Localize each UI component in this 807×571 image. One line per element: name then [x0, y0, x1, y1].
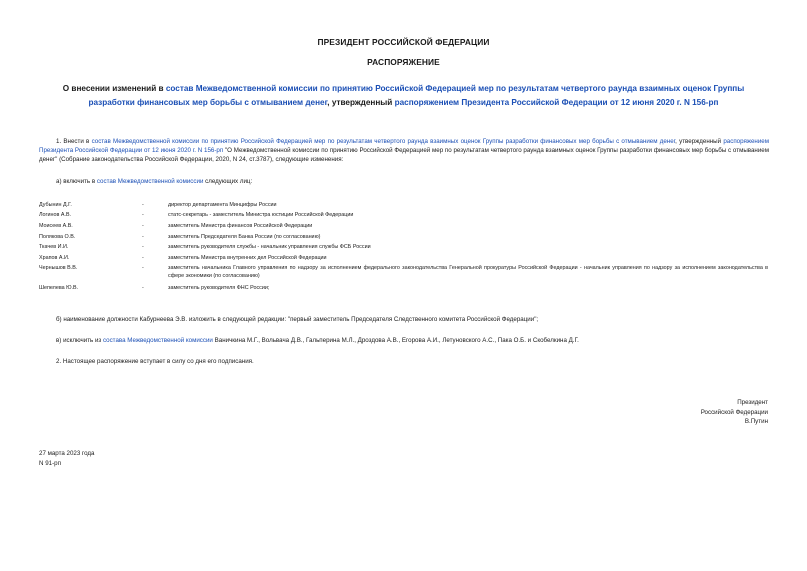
member-position: заместитель руководителя ФНС России; — [168, 285, 270, 291]
member-row — [39, 233, 767, 243]
commission-composition-link[interactable]: состав Межведомственной комиссии по принятию Российской Федерацией мер по результатам четвертого раунда взаимных оценок Группы разработки финансовых мер борьбы с отмыванием денег — [91, 138, 676, 145]
member-name: Логинов А.В. — [39, 212, 72, 218]
item-text: следующих лиц: — [203, 178, 253, 185]
signature-block — [600, 398, 768, 427]
member-row — [39, 201, 767, 211]
member-row — [39, 211, 767, 221]
paragraph-text: , утвержденный — [675, 138, 724, 145]
member-name: Чернышов В.В. — [39, 265, 78, 271]
commission-composition-link[interactable]: состав Межведомственной комиссии по принятию Российской Федерацией мер по результатам четвертого раунда взаимных оценок Группы разработки финансовых мер борьбы с отмыванием денег — [88, 84, 745, 107]
item-text: в) исключить из — [56, 337, 103, 344]
member-position: заместитель руководителя службы - начальник управления службы ФСБ России — [168, 244, 371, 250]
signature-name: В.Путин — [744, 418, 768, 425]
member-dash: - — [142, 265, 144, 271]
item-text: Ваничкина М.Г., Вольвача Д.В., Гальперина М.Л., Дроздова А.В., Егорова А.И., Летуновского А.С., Пака О.Б. и Скобелкина Д.Г. — [212, 337, 579, 344]
item-a — [56, 177, 252, 186]
member-position: заместитель Председателя Банка России (по согласованию) — [168, 234, 321, 240]
member-dash: - — [142, 244, 144, 250]
order-156-link[interactable]: распоряжением Президента Российской Федерации от 12 июня 2020 г. N 156-рп — [39, 138, 769, 154]
member-row — [39, 243, 767, 253]
member-name: Дубынин Д.Г. — [39, 202, 72, 208]
document-title — [40, 82, 767, 110]
commission-composition-link[interactable]: состава Межведомственной комиссии — [102, 337, 213, 344]
member-name: Моисеев А.В. — [39, 223, 73, 229]
paragraph-text: "О Межведомственной комиссии по принятию Российской Федерацией мер по результатам четвертого раунда взаимных оценок Группы разработки финансовых мер борьбы с отмыванием денег" (Собрание законодательства Российской Федерации, 2020, N 24, ст.3787), следующие изменения: — [39, 147, 769, 163]
document-date: 27 марта 2023 года — [39, 450, 95, 457]
member-dash: - — [142, 285, 144, 291]
member-position: заместитель начальника Главного управления по надзору за исполнением федерального законодательства Генеральной прокуратуры Российской Федерации - начальник управления по надзору за исполнением законодательства в сфере экономики (по согласованию) — [168, 265, 768, 279]
member-position: заместитель Министра финансов Российской Федерации — [168, 223, 313, 229]
member-dash: - — [142, 234, 144, 240]
member-row — [39, 222, 767, 232]
member-position: заместитель Министра внутренних дел Российской Федерации — [168, 255, 327, 261]
member-row — [39, 264, 767, 282]
member-dash: - — [142, 202, 144, 208]
order-156-link[interactable]: распоряжением Президента Российской Федерации от 12 июня 2020 г. N 156-рп — [394, 98, 719, 107]
paragraph-2: 2. Настоящее распоряжение вступает в силу со дня его подписания. — [56, 358, 254, 365]
member-row — [39, 284, 767, 294]
title-text: О внесении изменений в — [62, 84, 166, 93]
item-c — [56, 336, 768, 345]
signature-office: Российской Федерации — [700, 408, 768, 416]
footer-block — [39, 449, 95, 469]
paragraph-text: 1. Внести в — [56, 138, 92, 145]
issuer-heading: ПРЕЗИДЕНТ РОССИЙСКОЙ ФЕДЕРАЦИИ — [317, 37, 490, 47]
member-position: статс-секретарь - заместитель Министра юстиции Российской Федерации — [168, 212, 354, 218]
title-text: , утвержденный — [327, 98, 395, 107]
paragraph-1 — [39, 137, 769, 164]
member-name: Храпов А.И. — [39, 255, 70, 261]
member-name: Ткачев И.И. — [39, 244, 69, 250]
member-name: Шепелева Ю.В. — [39, 285, 79, 291]
document-number: N 91-рп — [39, 460, 61, 467]
item-b: б) наименование должности Кабурнеева Э.В. изложить в следующей редакции: "первый заместитель Председателя Следственного комитета Российской Федерации"; — [56, 316, 539, 323]
commission-composition-link[interactable]: состав Межведомственной комиссии — [96, 178, 204, 185]
member-dash: - — [142, 255, 144, 261]
item-text: а) включить в — [56, 178, 97, 185]
document-type-heading: РАСПОРЯЖЕНИЕ — [367, 57, 440, 67]
member-name: Полякова О.В. — [39, 234, 76, 240]
member-dash: - — [142, 223, 144, 229]
member-dash: - — [142, 212, 144, 218]
member-position: директор департамента Минцифры России — [168, 202, 277, 208]
signature-title: Президент — [737, 399, 768, 406]
member-row — [39, 254, 767, 264]
